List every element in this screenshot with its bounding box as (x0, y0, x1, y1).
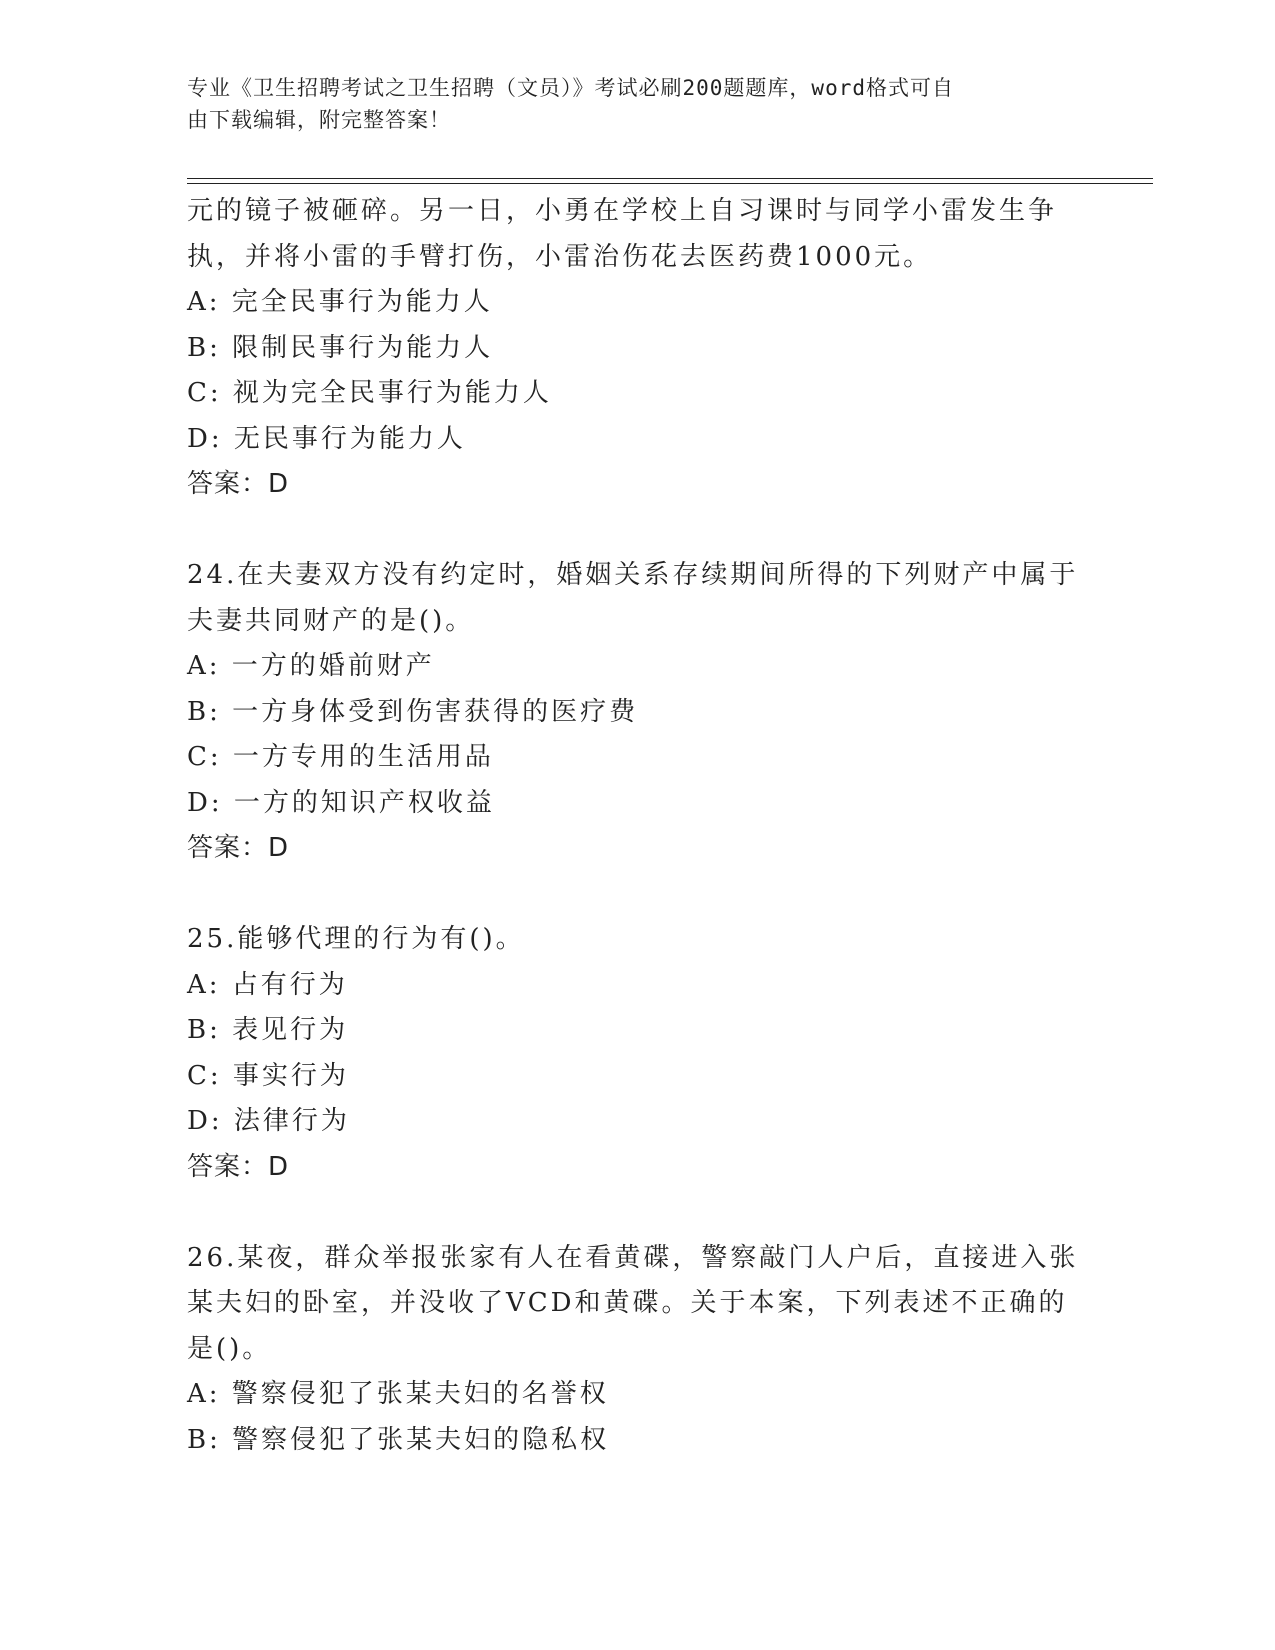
question-26 (187, 1236, 1087, 1464)
question-text-line: 24.在夫妻双方没有约定时，婚姻关系存续期间所得的下列财产中属于 (187, 560, 1079, 590)
spacer (187, 1190, 1087, 1236)
question-text-line: 是()。 (187, 1333, 272, 1364)
option-b: B: 限制民事行为能力人 (187, 332, 494, 363)
question-23-continuation (187, 189, 1087, 508)
question-text-line: 25.能够代理的行为有()。 (187, 924, 525, 954)
question-text-line: 执，并将小雷的手臂打伤，小雷治伤花去医药费1000元。 (187, 241, 933, 272)
question-text-line: 夫妻共同财产的是()。 (187, 605, 475, 636)
header-divider-top (187, 178, 1153, 179)
option-c: C: 视为完全民事行为能力人 (187, 378, 552, 408)
question-text-line: 元的镜子被砸碎。另一日，小勇在学校上自习课时与同学小雷发生争 (187, 196, 1058, 226)
option-d: D: 一方的知识产权收益 (187, 787, 495, 818)
option-b: B: 一方身体受到伤害获得的医疗费 (187, 696, 639, 727)
option-b: B: 警察侵犯了张某夫妇的隐私权 (187, 1424, 610, 1455)
option-b: B: 表见行为 (187, 1015, 349, 1045)
option-a: A: 一方的婚前财产 (187, 651, 435, 681)
header-divider-bottom (187, 183, 1153, 184)
question-text-line: 26.某夜，群众举报张家有人在看黄碟，警察敲门人户后，直接进入张 (187, 1242, 1079, 1273)
option-c: C: 一方专用的生活用品 (187, 742, 494, 772)
option-d: D: 无民事行为能力人 (187, 423, 466, 454)
spacer (187, 872, 1087, 918)
option-a: A: 完全民事行为能力人 (187, 287, 493, 317)
answer-line: 答案：D (187, 1151, 290, 1182)
question-24 (187, 553, 1087, 872)
question-25 (187, 917, 1087, 1190)
answer-line: 答案：D (187, 833, 290, 863)
header-line-2: 由下载编辑，附完整答案！ (187, 108, 451, 132)
option-a: A: 警察侵犯了张某夫妇的名誉权 (187, 1379, 609, 1409)
header-line-1: 专业《卫生招聘考试之卫生招聘（文员）》考试必刷200题题库，word格式可自 (187, 76, 954, 100)
document-header (187, 72, 1087, 136)
document-body (187, 189, 1087, 1463)
option-a: A: 占有行为 (187, 969, 348, 1000)
answer-line: 答案：D (187, 469, 290, 499)
option-c: C: 事实行为 (187, 1060, 349, 1091)
spacer (187, 508, 1087, 554)
question-text-line: 某夫妇的卧室，并没收了VCD和黄碟。关于本案，下列表述不正确的 (187, 1288, 1068, 1318)
option-d: D: 法律行为 (187, 1106, 350, 1136)
